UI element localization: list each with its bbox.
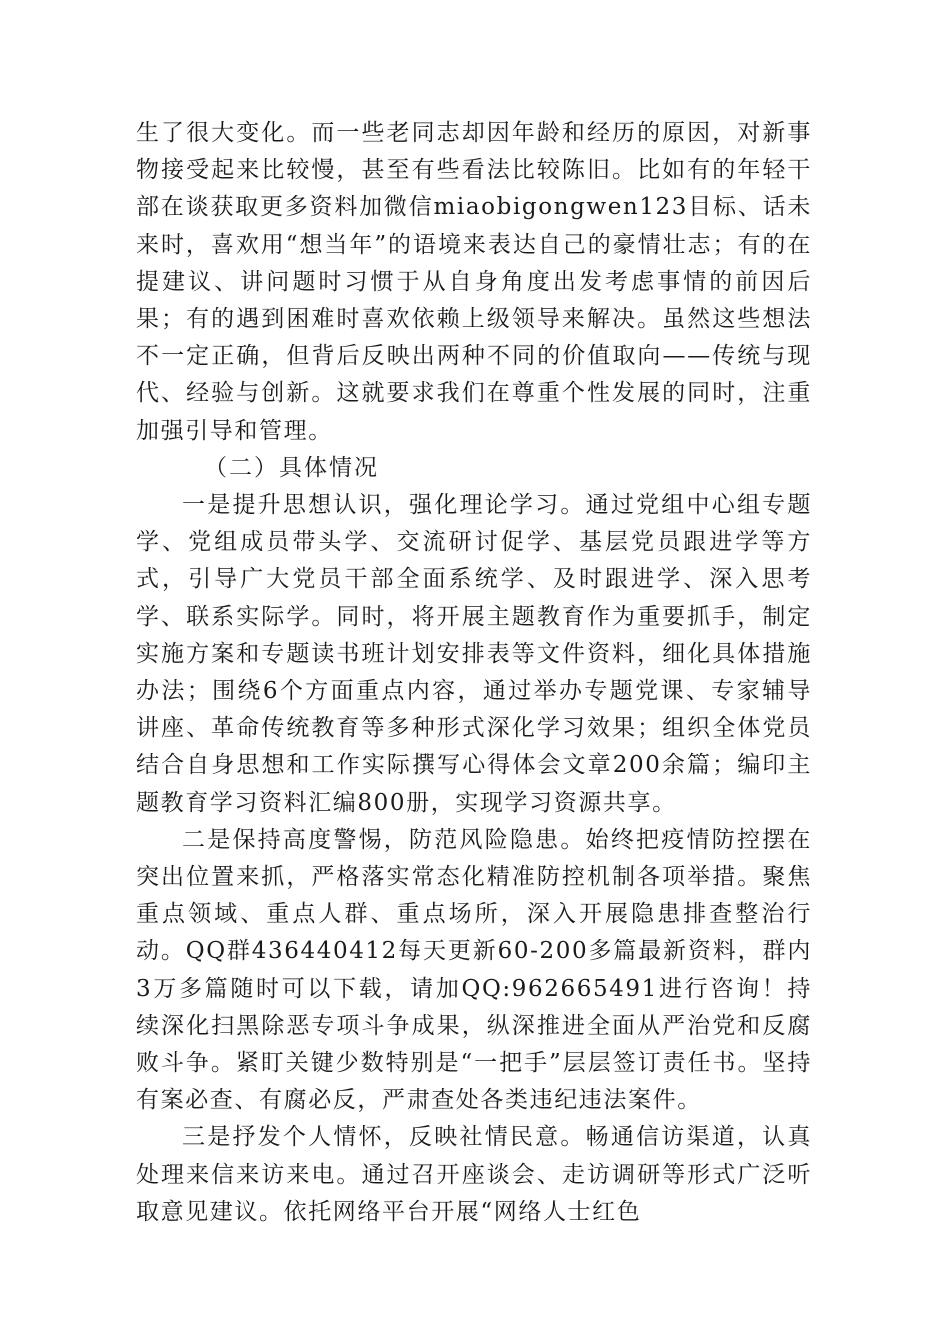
paragraph-third: 三是抒发个人情怀，反映社情民意。畅通信访渠道，认真处理来信来访来电。通过召开座谈会、走访调研等形式广泛听取意见建议。依托网络平台开展“网络人士红色 <box>136 1124 812 1225</box>
paragraph-continuation: 生了很大变化。而一些老同志却因年龄和经历的原因，对新事物接受起来比较慢，甚至有些看法比较陈旧。比如有的年轻干部在谈获取更多资料加微信miaobigongwen123目标、话未来时，喜欢用“想当年”的语境来表达自己的豪情壮志；有的在提建议、讲问题时习惯于从自身角度出发考虑事情的前因后果；有的遇到困难时喜欢依赖上级领导来解决。虽然这些想法不一定正确，但背后反映出两种不同的价值取向——传统与现代、经验与创新。这就要求我们在尊重个性发展的同时，注重加强引导和管理。 <box>136 120 812 444</box>
paragraph-second: 二是保持高度警惕，防范风险隐患。始终把疫情防控摆在突出位置来抓，严格落实常态化精准防控机制各项举措。聚焦重点领域、重点人群、重点场所，深入开展隐患排查整治行动。QQ群436440412每天更新60-200多篇最新资料，群内3万多篇随时可以下载，请加QQ:962665491进行咨询！持续深化扫黑除恶专项斗争成果，纵深推进全面从严治党和反腐败斗争。紧盯关键少数特别是“一把手”层层签订责任书。坚持有案必查、有腐必反，严肃查处各类违纪违法案件。 <box>136 826 812 1114</box>
document-body <box>136 115 812 1231</box>
paragraph-first: 一是提升思想认识，强化理论学习。通过党组中心组专题学、党组成员带头学、交流研讨促学、基层党员跟进学等方式，引导广大党员干部全面系统学、及时跟进学、深入思考学、联系实际学。同时，将开展主题教育作为重要抓手，制定实施方案和专题读书班计划安排表等文件资料，细化具体措施办法；围绕6个方面重点内容，通过举办专题党课、专家辅导讲座、革命传统教育等多种形式深化学习效果；组织全体党员结合自身思想和工作实际撰写心得体会文章200余篇；编印主题教育学习资料汇编800册，实现学习资源共享。 <box>136 492 812 816</box>
section-heading: （二）具体情况 <box>204 454 379 481</box>
